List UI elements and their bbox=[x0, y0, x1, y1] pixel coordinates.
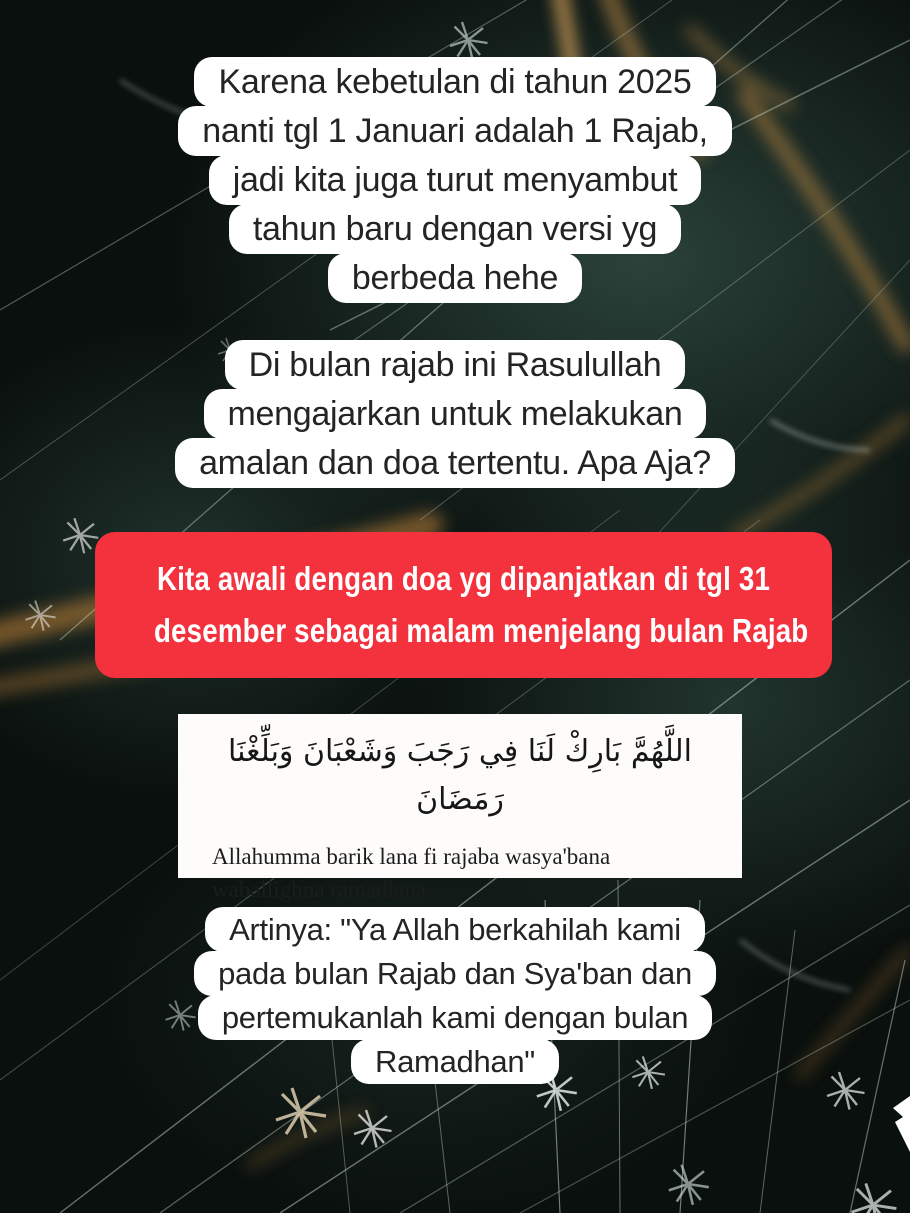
caption-line: pada bulan Rajab dan Sya'ban dan bbox=[194, 951, 716, 996]
question-caption-bubble bbox=[55, 341, 855, 488]
caption-line: Artinya: "Ya Allah berkahilah kami bbox=[205, 907, 705, 952]
intro-caption-bubble bbox=[55, 58, 855, 303]
caption-line: Ramadhan" bbox=[351, 1039, 559, 1084]
caption-line: nanti tgl 1 Januari adalah 1 Rajab, bbox=[178, 106, 732, 156]
caption-line: pertemukanlah kami dengan bulan bbox=[198, 995, 712, 1040]
meaning-caption-bubble bbox=[55, 908, 855, 1084]
transliteration-line: Allahumma barik lana fi rajaba wasya'bana bbox=[212, 844, 611, 869]
banner-line: Kita awali dengan doa yg dipanjatkan di tgl 31 bbox=[156, 560, 771, 597]
transliteration-line: waballighna ramadlana. bbox=[212, 877, 432, 902]
banner-line: desember sebagai malam menjelang bulan Rajab bbox=[153, 612, 809, 649]
caption-line: amalan dan doa tertentu. Apa Aja? bbox=[175, 438, 735, 488]
caption-line: jadi kita juga turut menyambut bbox=[209, 155, 702, 205]
white-fragment-icon bbox=[892, 1096, 910, 1154]
caption-line: mengajarkan untuk melakukan bbox=[204, 389, 707, 439]
caption-line: Di bulan rajab ini Rasulullah bbox=[225, 340, 686, 390]
caption-line: berbeda hehe bbox=[328, 253, 582, 303]
transliteration-text bbox=[212, 840, 706, 906]
arabic-dua-text: اللَّهُمَّ بَارِكْ لَنَا فِي رَجَبَ وَشَعْبَانَ وَبَلِّغْنَا رَمَضَانَ bbox=[227, 734, 693, 817]
dua-card bbox=[178, 714, 742, 902]
highlight-banner bbox=[95, 532, 832, 678]
caption-line: tahun baru dengan versi yg bbox=[229, 204, 681, 254]
caption-line: Karena kebetulan di tahun 2025 bbox=[194, 57, 715, 107]
